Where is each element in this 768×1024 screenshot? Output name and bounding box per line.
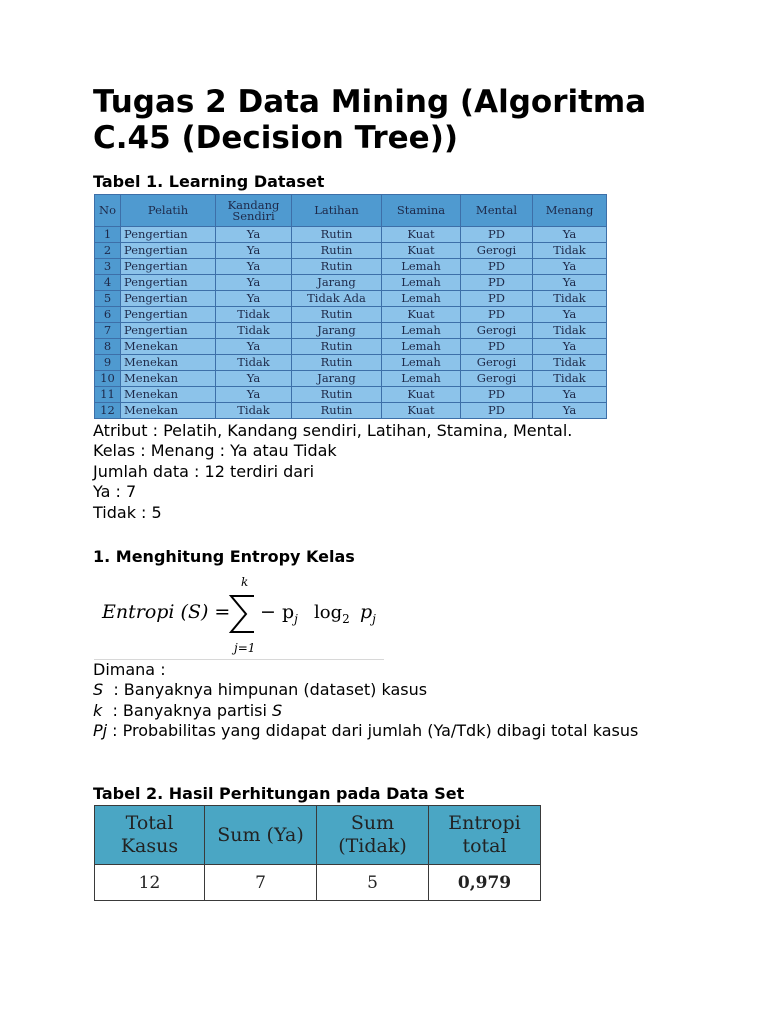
table2-header-cell: Entropi total xyxy=(429,806,541,865)
table1-cell: Tidak xyxy=(533,291,607,307)
table1-cell: Menekan xyxy=(121,355,216,371)
page-title: Tugas 2 Data Mining (Algoritma C.45 (Decision Tree)) xyxy=(93,84,647,156)
table1-cell: PD xyxy=(461,227,533,243)
table1-cell: Tidak xyxy=(533,243,607,259)
table1-cell: Menekan xyxy=(121,339,216,355)
table1-cell: Ya xyxy=(216,339,292,355)
table-row xyxy=(95,307,607,323)
result-table xyxy=(94,805,541,901)
table1-cell: Rutin xyxy=(292,227,382,243)
table1-cell: Menekan xyxy=(121,387,216,403)
table1-header-cell: Mental xyxy=(461,195,533,227)
table1-header-cell: Kandang Sendiri xyxy=(216,195,292,227)
table-row xyxy=(95,339,607,355)
table1-cell: Jarang xyxy=(292,323,382,339)
table1-cell: Rutin xyxy=(292,259,382,275)
def-text: : Probabilitas yang didapat dari jumlah (Ya/Tdk) dibagi total kasus xyxy=(107,721,639,741)
table1-cell: Ya xyxy=(533,259,607,275)
table1-cell: PD xyxy=(461,259,533,275)
table1-cell: Rutin xyxy=(292,243,382,259)
table1-cell: Menekan xyxy=(121,371,216,387)
table1-cell: Ya xyxy=(533,339,607,355)
table2-cell: 5 xyxy=(317,865,429,901)
table2-header-cell: Sum (Tidak) xyxy=(317,806,429,865)
table1-cell: Pengertian xyxy=(121,275,216,291)
table1-cell: Pengertian xyxy=(121,259,216,275)
table-row xyxy=(95,371,607,387)
table1-cell: Lemah xyxy=(382,259,461,275)
table1-cell: Kuat xyxy=(382,243,461,259)
table1-cell: Ya xyxy=(533,387,607,403)
table1-cell: Kuat xyxy=(382,403,461,419)
table1-cell: Ya xyxy=(533,227,607,243)
atribut-line: Atribut : Pelatih, Kandang sendiri, Latihan, Stamina, Mental. xyxy=(93,421,573,440)
table1-cell: Tidak xyxy=(216,355,292,371)
table1-cell: Ya xyxy=(216,275,292,291)
table1-caption: Tabel 1. Learning Dataset xyxy=(93,172,325,191)
formula-log: $\log_2$ xyxy=(314,602,350,626)
table1-cell: 6 xyxy=(95,307,121,323)
table1-cell: Ya xyxy=(533,403,607,419)
table-row xyxy=(95,275,607,291)
table1-cell: Gerogi xyxy=(461,323,533,339)
def-pj-line xyxy=(93,721,683,741)
table1-cell: Kuat xyxy=(382,387,461,403)
table1-cell: 2 xyxy=(95,243,121,259)
table-row xyxy=(95,259,607,275)
table-row xyxy=(95,355,607,371)
definitions xyxy=(93,660,683,742)
table1-header-cell: Latihan xyxy=(292,195,382,227)
table1-header-cell: Stamina xyxy=(382,195,461,227)
table-row xyxy=(95,227,607,243)
table-row xyxy=(95,387,607,403)
table2-caption: Tabel 2. Hasil Perhitungan pada Data Set xyxy=(93,784,465,803)
table1-cell: Rutin xyxy=(292,307,382,323)
table1-cell: Ya xyxy=(533,275,607,291)
table-row xyxy=(95,323,607,339)
table1-cell: 8 xyxy=(95,339,121,355)
dimana-line: Dimana : xyxy=(93,660,166,679)
table1-cell: Rutin xyxy=(292,387,382,403)
table1-cell: Gerogi xyxy=(461,355,533,371)
table1-cell: Lemah xyxy=(382,291,461,307)
table2-header-cell: Total Kasus xyxy=(95,806,205,865)
table-row xyxy=(95,865,541,901)
table1-cell: Tidak xyxy=(533,355,607,371)
table1-cell: Pengertian xyxy=(121,243,216,259)
table1-cell: Ya xyxy=(216,371,292,387)
table1-cell: Tidak xyxy=(533,323,607,339)
def-k-line xyxy=(93,701,683,721)
table1-cell: PD xyxy=(461,387,533,403)
table1-cell: Pengertian xyxy=(121,323,216,339)
kelas-line: Kelas : Menang : Ya atau Tidak xyxy=(93,441,337,461)
table2-cell: 0,979 xyxy=(429,865,541,901)
table1-header-cell: Menang xyxy=(533,195,607,227)
table1-cell: Pengertian xyxy=(121,291,216,307)
table2-cell: 7 xyxy=(205,865,317,901)
formula-lhs: Entropi (S) = xyxy=(102,601,231,623)
table2-header-cell: Sum (Ya) xyxy=(205,806,317,865)
table2-header-row xyxy=(95,806,541,865)
def-text: : Banyaknya himpunan (dataset) kasus xyxy=(103,680,428,700)
table1-cell: Lemah xyxy=(382,323,461,339)
entropy-heading: 1. Menghitung Entropy Kelas xyxy=(93,547,355,566)
tidak-count-line: Tidak : 5 xyxy=(93,502,162,522)
table1-cell: Ya xyxy=(216,259,292,275)
table1-cell: PD xyxy=(461,403,533,419)
table1-cell: Lemah xyxy=(382,355,461,371)
table1-cell: 7 xyxy=(95,323,121,339)
table1-cell: PD xyxy=(461,275,533,291)
table1-cell: Tidak xyxy=(533,371,607,387)
table1-header-cell: Pelatih xyxy=(121,195,216,227)
formula-sum-lower: j=1 xyxy=(234,641,256,655)
table-row xyxy=(95,291,607,307)
table1-cell: Ya xyxy=(216,243,292,259)
dataset-info xyxy=(93,421,572,523)
entropy-formula xyxy=(94,572,384,662)
table2-cell: 12 xyxy=(95,865,205,901)
formula-sum-upper: k xyxy=(241,575,249,589)
def-symbol: k xyxy=(93,700,103,720)
table1-cell: 10 xyxy=(95,371,121,387)
table1-cell: 4 xyxy=(95,275,121,291)
table1-cell: Tidak xyxy=(216,323,292,339)
table1-cell: Kuat xyxy=(382,227,461,243)
table1-body xyxy=(95,227,607,419)
table1-cell: Jarang xyxy=(292,275,382,291)
table1-cell: Tidak xyxy=(216,307,292,323)
table1-cell: Lemah xyxy=(382,275,461,291)
table1-cell: Lemah xyxy=(382,339,461,355)
sigma-icon xyxy=(231,596,254,632)
table1-cell: Lemah xyxy=(382,371,461,387)
table1-cell: Tidak Ada xyxy=(292,291,382,307)
table1-cell: PD xyxy=(461,291,533,307)
table-row xyxy=(95,243,607,259)
formula-p: $p_j$ xyxy=(360,601,376,626)
table1-cell: Rutin xyxy=(292,355,382,371)
table1-cell: Pengertian xyxy=(121,307,216,323)
table1-cell: Ya xyxy=(533,307,607,323)
formula-term: − $p_j$ xyxy=(260,601,298,626)
table1-cell: 12 xyxy=(95,403,121,419)
table1-header-cell: No xyxy=(95,195,121,227)
def-text: : Banyaknya partisi xyxy=(102,700,272,720)
learning-dataset-table xyxy=(94,194,607,419)
table1-cell: 11 xyxy=(95,387,121,403)
table1-cell: Ya xyxy=(216,387,292,403)
table1-cell: Tidak xyxy=(216,403,292,419)
table1-cell: Ya xyxy=(216,291,292,307)
table1-cell: 3 xyxy=(95,259,121,275)
ya-count-line: Ya : 7 xyxy=(93,482,137,502)
def-s-line xyxy=(93,680,683,700)
table1-cell: PD xyxy=(461,339,533,355)
table1-cell: Gerogi xyxy=(461,371,533,387)
table1-cell: Rutin xyxy=(292,403,382,419)
table1-cell: Rutin xyxy=(292,339,382,355)
def-symbol: Pj xyxy=(93,721,108,741)
table1-cell: PD xyxy=(461,307,533,323)
table1-cell: Gerogi xyxy=(461,243,533,259)
table1-cell: Jarang xyxy=(292,371,382,387)
table1-cell: 1 xyxy=(95,227,121,243)
table1-cell: Ya xyxy=(216,227,292,243)
table1-cell: Pengertian xyxy=(121,227,216,243)
table1-cell: Kuat xyxy=(382,307,461,323)
table1-header-row xyxy=(95,195,607,227)
table1-cell: 5 xyxy=(95,291,121,307)
def-symbol: S xyxy=(93,680,104,700)
table-row xyxy=(95,403,607,419)
table1-cell: Menekan xyxy=(121,403,216,419)
table1-cell: 9 xyxy=(95,355,121,371)
def-symbol: S xyxy=(272,700,283,720)
jumlah-line: Jumlah data : 12 terdiri dari xyxy=(93,461,315,481)
